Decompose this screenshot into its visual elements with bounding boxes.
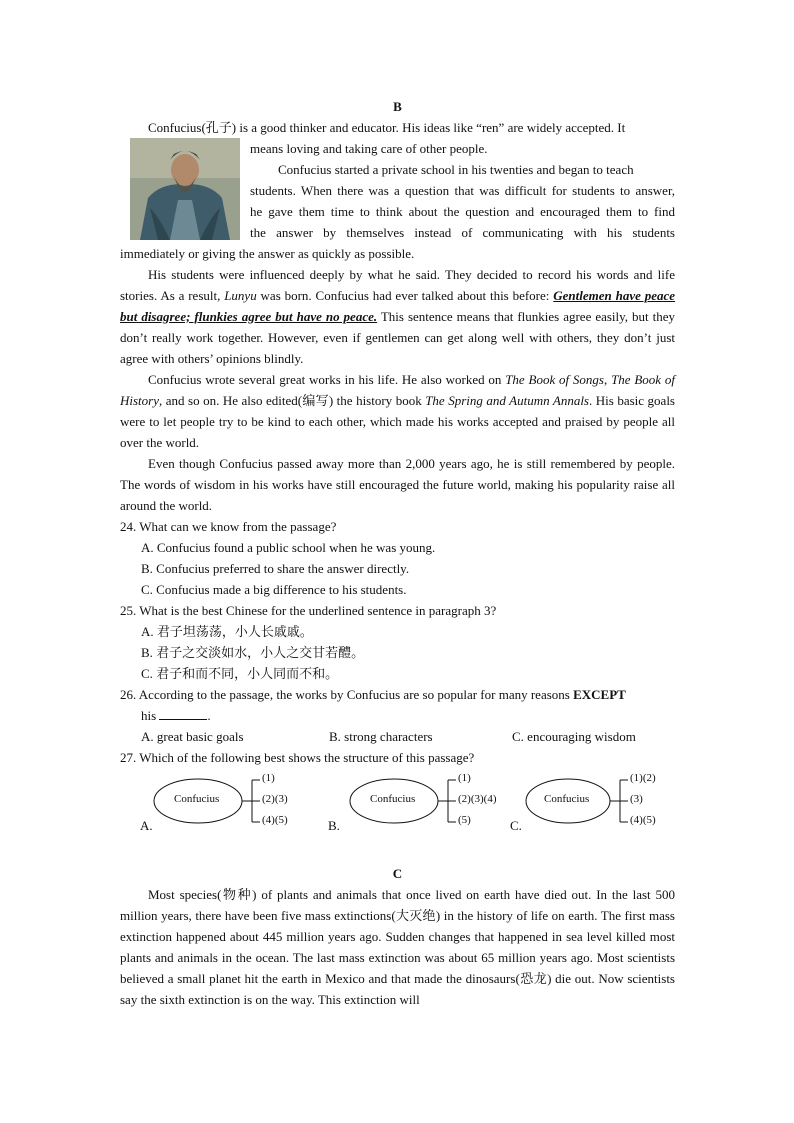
p4-text-c: , and so on. He also edited(编写) the history book [159,393,426,408]
question-27 [120,747,675,841]
q26-option-a[interactable]: A. great basic goals [141,729,244,744]
q27-a-branch-3: (4)(5) [262,814,288,826]
q26-except: EXCEPT [573,687,626,702]
q26-stem [120,684,675,705]
q27-stem: 27. Which of the following best shows the structure of this passage? [120,750,475,765]
q26-stem-text: 26. According to the passage, the works by Confucius are so popular for many reasons [120,687,574,702]
confucius-portrait [130,138,240,240]
q27-a-letter: A. [140,818,153,833]
p4-text-d: . His basic goals were to let people try to be kind to each other, which made his works accepted and praised by people all over the world. [120,393,675,450]
section-c-title: C [392,866,403,881]
q26-option-b[interactable]: B. strong characters [329,729,433,744]
q27-b-center: Confucius [370,793,416,805]
passage-b-p1-rest: means loving and taking care of other people. [250,141,488,156]
q24-stem: 24. What can we know from the passage? [120,519,337,534]
q27-c-letter: C. [510,818,522,833]
book-of-history: The Book of History [120,372,675,408]
passage-b-p1-lead: Confucius(孔子) is a good thinker and educator. His ideas like “ren” are widely accepted. It [148,120,626,135]
q24-option-c[interactable]: C. Confucius made a big difference to his students. [141,582,407,597]
q26-options [120,726,675,747]
q27-a-branch-2: (2)(3) [262,793,288,805]
q25-option-b[interactable]: B. 君子之交淡如水，小人之交甘若醴。 [141,645,365,660]
q26-his: his [141,708,157,723]
q27-option-b[interactable] [328,771,508,841]
passage-b-p2-line1: Confucius started a private school in his twenties and began to teach [278,162,634,177]
p3-text-a: His students were influenced deeply by what he said. They decided to record his words and life stories. As a result, [120,267,675,303]
exam-page [120,96,675,1010]
question-24 [120,516,675,600]
spring-autumn-annals: The Spring and Autumn Annals [425,393,589,408]
q27-a-branch-1: (1) [262,772,275,784]
q27-b-structure [328,771,508,841]
q27-option-c[interactable] [510,771,690,841]
p4-text-a: Confucius wrote several great works in his life. He also worked on [148,372,506,387]
book-of-songs: The Book of Songs [505,372,604,387]
passage-c-p1: Most species(物种) of plants and animals that once lived on earth have died out. In the last 500 million years, there have been five mass extinctions(大灭绝) in the history of life on earth. The first mass extinction happened about 445 million years ago. Sudden changes that happened in sea level killed most plants and animals in the ocean. The last mass extinction was about 65 million years ago. Most scientists believed a small planet hit the earth in Mexico and that made the dinosaurs(恐龙) die out. Now scientists say the sixth extinction is on the way. This extinction will [120,887,675,1007]
q27-c-branch-2: (3) [630,793,643,805]
p4-text-b: , [604,372,612,387]
passage-b-p2-line3: he gave them time to think about the question and encouraged them to find [250,204,675,219]
q26-end: . [207,708,211,723]
q26-blank [159,707,207,720]
q27-option-a[interactable] [140,771,320,841]
q27-diagrams [120,771,675,841]
q26-stem-line2 [120,705,675,726]
p3-text-b: was born. Confucius had ever talked about this before: [256,288,554,303]
section-b-passage [120,117,675,516]
q26-option-c[interactable]: C. encouraging wisdom [512,729,636,744]
p3-text-c: This sentence means that flunkies agree easily, but they don’t really work together. However, even if gentlemen can get along well with others, they don’t just agree with others’ opinions blindly. [120,309,675,366]
lunyu-title: Lunyu [224,288,257,303]
passage-b-p3 [120,264,675,369]
question-26 [120,684,675,747]
passage-b-p2-line4: the answer by themselves instead of communicating with his students [250,225,675,240]
q24-option-b[interactable]: B. Confucius preferred to share the answer directly. [141,561,410,576]
passage-b-p2-line5: immediately or giving the answer as quickly as possible. [120,246,415,261]
passage-b-p4 [120,369,675,453]
q27-b-branch-3: (5) [458,814,471,826]
q27-b-letter: B. [328,818,340,833]
q27-b-branch-1: (1) [458,772,471,784]
q27-c-branch-1: (1)(2) [630,772,656,784]
q27-a-structure [140,771,320,841]
q24-option-a[interactable]: A. Confucius found a public school when he was young. [141,540,436,555]
q25-stem: 25. What is the best Chinese for the underlined sentence in paragraph 3? [120,603,497,618]
q27-c-center: Confucius [544,793,590,805]
section-b-title: B [393,99,402,114]
question-25 [120,600,675,684]
q25-option-c[interactable]: C. 君子和而不同，小人同而不和。 [141,666,339,681]
passage-b-p2-line2: students. When there was a question that was difficult for students to answer, [250,183,675,198]
q27-c-branch-3: (4)(5) [630,814,656,826]
q27-a-center: Confucius [174,793,220,805]
passage-b-p5: Even though Confucius passed away more than 2,000 years ago, he is still remembered by people. The words of wisdom in his works have still encouraged the future world, making his popularity raise all around the world. [120,456,675,513]
q25-option-a[interactable]: A. 君子坦荡荡，小人长戚戚。 [141,624,313,639]
underlined-sentence: Gentlemen have peace but disagree; flunkies agree but have no peace. [120,288,676,324]
q27-b-branch-2: (2)(3)(4) [458,793,497,805]
